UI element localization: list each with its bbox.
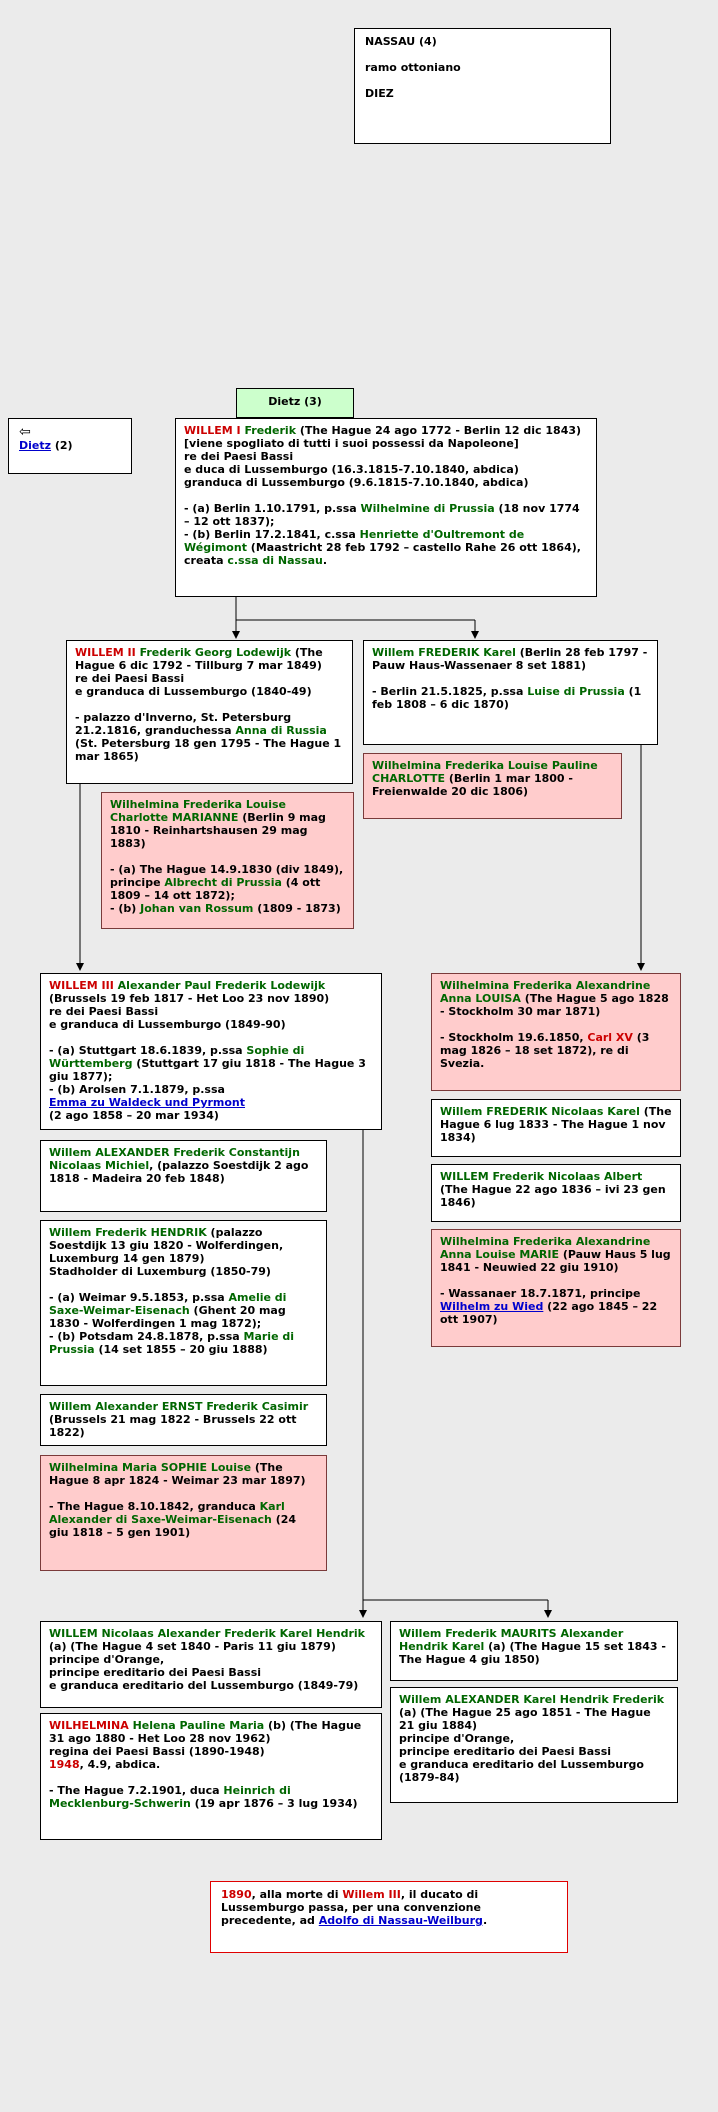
willem-nicolaas-title2: principe ereditario dei Paesi Bassi [49, 1666, 262, 1679]
person-willem-iii [40, 973, 382, 1130]
willem-nicolaas-title1: principe d'Orange, [49, 1653, 165, 1666]
alexander2-title3: e granduca ereditario del Lussemburgo [399, 1758, 644, 1771]
charlotte-dates: (Berlin 1 mar 1800 - Freienwalde 20 dic 1806) [372, 772, 573, 798]
willem1-m2-end: . [322, 554, 328, 567]
willem3-m2-dates: (2 ago 1858 – 20 mar 1934) [49, 1109, 219, 1122]
person-wilhelmina [40, 1713, 382, 1840]
willem2-title1: re dei Paesi Bassi [75, 672, 185, 685]
person-marianne [101, 792, 354, 929]
person-hendrik [40, 1220, 327, 1386]
person-louisa [431, 973, 681, 1091]
person-willem-i [175, 418, 597, 597]
charlotte-name-green: Wilhelmina Frederika Louise Pauline CHARLOTTE [372, 759, 598, 785]
willem1-m2-pre: - (b) Berlin 17.2.1841, c.ssa [184, 528, 360, 541]
frederik-dates: (Berlin 28 feb 1797 - Pauw Haus-Wassenaer 8 set 1881) [372, 646, 648, 672]
footer-note [210, 1881, 568, 1953]
willem3-name-green: Alexander Paul Frederik Lodewijk [113, 979, 326, 992]
maurits2-name-green: Willem Frederik MAURITS Alexander Hendrik Karel [399, 1627, 624, 1653]
willem3-title1: re dei Paesi Bassi [49, 1005, 159, 1018]
sophie-name-green: Wilhelmina Maria SOPHIE Louise [49, 1461, 252, 1474]
header-box [354, 28, 611, 144]
willem-nicolaas-title3-dates: (1849-79) [293, 1679, 359, 1692]
willem1-title1: re dei Paesi Bassi [184, 450, 294, 463]
frederik-m1-pre: - Berlin 21.5.1825, p.ssa [372, 685, 528, 698]
willem1-name-green: Frederik [240, 424, 297, 437]
wilhelmina-dates: (b) (The Hague 31 ago 1880 - Het Loo 28 nov 1962) [49, 1719, 362, 1745]
dietz-label: Dietz (3) [268, 395, 322, 408]
ernst-name-green: Willem Alexander ERNST Frederik Casimir [49, 1400, 309, 1413]
hendrik-m1-pre: - (a) Weimar 9.5.1853, p.ssa [49, 1291, 229, 1304]
hendrik-title1: Stadholder di Luxemburg (1850-79) [49, 1265, 271, 1278]
page-title: NASSAU (4) [365, 35, 437, 48]
willem-nicolaas-dates: (a) (The Hague 4 set 1840 - Paris 11 giu 1879) [49, 1640, 336, 1653]
sophie-dates: (The Hague 8 apr 1824 - Weimar 23 mar 1897) [49, 1461, 306, 1487]
maurits2-dates: (a) (The Hague 15 set 1843 - The Hague 4 giu 1850) [399, 1640, 666, 1666]
footer-name: Willem III [342, 1888, 401, 1901]
marianne-dates: (Berlin 9 mag 1810 - Reinhartshausen 29 mag 1883) [110, 811, 326, 850]
willem1-name-red: WILLEM I [184, 424, 241, 437]
louisa-m1-pre: - Stockholm 19.6.1850, [440, 1031, 588, 1044]
willem3-title2-dates: (1849-90) [221, 1018, 286, 1031]
willem3-m2-pre: - (b) Arolsen 7.1.1879, p.ssa [49, 1083, 225, 1096]
hendrik-name-green: Willem Frederik HENDRIK [49, 1226, 207, 1239]
willem1-m1-spouse: Wilhelmine di Prussia [360, 502, 495, 515]
willem3-name-red: WILLEM III [49, 979, 114, 992]
willem3-m1-spouse: Sophie di Württemberg [49, 1044, 305, 1070]
nav-back-box [8, 418, 132, 474]
person-willem-nicolaas [40, 1621, 382, 1708]
wilhelmina-title1-dates: (1890-1948) [185, 1745, 265, 1758]
marie-m1-pre: - Wassanaer 18.7.1871, principe [440, 1287, 641, 1300]
line-label: DIEZ [365, 87, 394, 100]
person-alexander-2 [390, 1687, 678, 1803]
footer-text1: , alla morte di [251, 1888, 343, 1901]
alexander2-dates: (a) (The Hague 25 ago 1851 - The Hague 21 giu 1884) [399, 1706, 651, 1732]
marianne-m2-dates: (1809 - 1873) [253, 902, 341, 915]
person-marie [431, 1229, 681, 1347]
person-alexander [40, 1140, 327, 1212]
willem-nicolaas-title3: e granduca ereditario del Lussemburgo [49, 1679, 294, 1692]
person-charlotte [363, 753, 622, 819]
maurits1-dates: (The Hague 6 lug 1833 - The Hague 1 nov 1834) [440, 1105, 672, 1144]
louisa-dates: (The Hague 5 ago 1828 - Stockholm 30 mar 1871) [440, 992, 669, 1018]
left-arrow-icon[interactable]: ⇦ [19, 424, 31, 440]
willem2-dates: (The Hague 6 dic 1792 - Tillburg 7 mar 1849) [75, 646, 323, 672]
marianne-m1-pre: - (a) The Hague 14.9.1830 (div 1849), principe [110, 863, 344, 889]
sophie-m1-dates: (24 giu 1818 – 5 gen 1901) [49, 1513, 297, 1539]
person-ernst [40, 1394, 327, 1446]
marianne-m1-spouse: Albrecht di Prussia [164, 876, 282, 889]
marianne-name-green: Wilhelmina Frederika Louise Charlotte MARIANNE [110, 798, 287, 824]
willem1-title2-dates: (16.3.1815-7.10.1840, abdica) [327, 463, 519, 476]
willem1-m2-dates: (Maastricht 28 feb 1792 – castello Rahe 26 ott 1864), creata [184, 541, 581, 567]
wilhelmina-name-red: WILHELMINA [49, 1719, 129, 1732]
wilhelmina-m1-dates: (19 apr 1876 – 3 lug 1934) [190, 1797, 358, 1810]
footer-year: 1890 [221, 1888, 252, 1901]
footer-text2: , il ducato di Lussemburgo passa, per una convenzione precedente, ad [221, 1888, 481, 1927]
marianne-m1-dates: (4 ott 1809 – 14 ott 1872); [110, 876, 321, 902]
nav-back-suffix: (2) [51, 439, 73, 452]
alexander2-title1: principe d'Orange, [399, 1732, 515, 1745]
willem1-note: [viene spogliato di tutti i suoi possessi da Napoleone] [184, 437, 519, 450]
alexander2-title3-dates: (1879-84) [399, 1771, 460, 1784]
alexander1-name-green: Willem ALEXANDER Frederik Constantijn Nicolaas Michiel [49, 1146, 300, 1172]
willem1-m1-dates: (18 nov 1774 – 12 ott 1837); [184, 502, 580, 528]
louisa-m1-dates: (3 mag 1826 – 18 set 1872), re di Svezia. [440, 1031, 650, 1070]
albert-dates: (The Hague 22 ago 1836 – ivi 23 gen 1846) [440, 1183, 666, 1209]
alexander1-dates: , (palazzo Soestdijk 2 ago 1818 - Madeira 20 feb 1848) [49, 1159, 309, 1185]
willem2-m1-pre: - palazzo d'Inverno, St. Petersburg 21.2.1816, granduchessa [75, 711, 292, 737]
albert-name-green: WILLEM Frederik Nicolaas Albert [440, 1170, 643, 1183]
willem3-title2: e granduca di Lussemburgo [49, 1018, 222, 1031]
sophie-m1-pre: - The Hague 8.10.1842, granduca [49, 1500, 260, 1513]
hendrik-m1-spouse: Amelie di Saxe-Weimar-Eisenach [49, 1291, 287, 1317]
willem2-title2-dates: (1840-49) [247, 685, 312, 698]
wilhelm-zu-wied-link[interactable]: Wilhelm zu Wied [440, 1300, 544, 1313]
marianne-m2-pre: - (b) [110, 902, 141, 915]
maurits1-name-green: Willem FREDERIK Nicolaas Karel [440, 1105, 640, 1118]
willem3-dates: (Brussels 19 feb 1817 - Het Loo 23 nov 1890) [49, 992, 330, 1005]
marie-dates: (Pauw Haus 5 lug 1841 - Neuwied 22 giu 1910) [440, 1248, 671, 1274]
ernst-dates: (Brussels 21 mag 1822 - Brussels 22 ott 1822) [49, 1413, 297, 1439]
willem1-m2-spouse: Henriette d'Oultremont de Wégimont [184, 528, 525, 554]
willem1-dates: (The Hague 24 ago 1772 - Berlin 12 dic 1843) [296, 424, 582, 437]
footer-end: . [482, 1914, 488, 1927]
person-willem-ii [66, 640, 353, 784]
willem1-title2: e duca di Lussemburgo [184, 463, 328, 476]
wilhelmina-abd-year: 1948 [49, 1758, 80, 1771]
willem3-m1-dates: (Stuttgart 17 giu 1818 - The Hague 3 giu 1877); [49, 1057, 366, 1083]
person-maurits [390, 1621, 678, 1681]
alexander2-name-green: Willem ALEXANDER Karel Hendrik Frederik [399, 1693, 665, 1706]
louisa-m1-spouse: Carl XV [587, 1031, 633, 1044]
hendrik-m2-spouse: Marie di Prussia [49, 1330, 295, 1356]
louisa-name-green: Wilhelmina Frederika Alexandrine Anna LOUISA [440, 979, 651, 1005]
sophie-m1-spouse: Karl Alexander di Saxe-Weimar-Eisenach [49, 1500, 285, 1526]
wilhelmina-abd-text: , 4.9, abdica. [79, 1758, 161, 1771]
dietz-2-link[interactable]: Dietz [19, 439, 52, 452]
person-sophie [40, 1455, 327, 1571]
willem-nicolaas-name-green: WILLEM Nicolaas Alexander Frederik Karel Hendrik [49, 1627, 365, 1640]
willem2-name-red: WILLEM II [75, 646, 136, 659]
marianne-m2-spouse: Johan van Rossum [140, 902, 254, 915]
wilhelmina-m1-pre: - The Hague 7.2.1901, duca [49, 1784, 224, 1797]
dietz-3-label [236, 388, 354, 418]
willem2-title2: e granduca di Lussemburgo [75, 685, 248, 698]
marie-m1-dates: (22 ago 1845 – 22 ott 1907) [440, 1300, 658, 1326]
marie-name-green: Wilhelmina Frederika Alexandrine Anna Louise MARIE [440, 1235, 651, 1261]
willem2-m1-dates: (St. Petersburg 18 gen 1795 - The Hague 1 mar 1865) [75, 737, 342, 763]
adolfo-link[interactable]: Adolfo di Nassau-Weilburg [318, 1914, 483, 1927]
wilhelmina-title1: regina dei Paesi Bassi [49, 1745, 186, 1758]
willem2-name-green: Frederik Georg Lodewijk [135, 646, 292, 659]
person-willem-albert [431, 1164, 681, 1222]
hendrik-m2-dates: (14 set 1855 – 20 giu 1888) [94, 1343, 268, 1356]
willem1-title3: granduca di Lussemburgo [184, 476, 345, 489]
willem1-title3-dates: (9.6.1815-7.10.1840, abdica) [344, 476, 529, 489]
branch-label: ramo ottoniano [365, 61, 461, 74]
hendrik-m1-dates: (Ghent 20 mag 1830 - Wolferdingen 1 mag 1872); [49, 1304, 286, 1330]
frederik-m1-spouse: Luise di Prussia [527, 685, 625, 698]
hendrik-m2-pre: - (b) Potsdam 24.8.1878, p.ssa [49, 1330, 244, 1343]
willem1-m1-pre: - (a) Berlin 1.10.1791, p.ssa [184, 502, 361, 515]
person-frederik [363, 640, 658, 745]
frederik-name-green: Willem FREDERIK Karel [372, 646, 516, 659]
willem1-m2-title: c.ssa di Nassau [227, 554, 323, 567]
frederik-m1-dates: (1 feb 1808 – 6 dic 1870) [372, 685, 642, 711]
alexander2-title2: principe ereditario dei Paesi Bassi [399, 1745, 612, 1758]
wilhelmina-name-green: Helena Pauline Maria [128, 1719, 265, 1732]
willem3-m1-pre: - (a) Stuttgart 18.6.1839, p.ssa [49, 1044, 247, 1057]
emma-waldeck-link[interactable]: Emma zu Waldeck und Pyrmont [49, 1096, 246, 1109]
willem2-m1-spouse: Anna di Russia [235, 724, 327, 737]
wilhelmina-m1-spouse: Heinrich di Mecklenburg-Schwerin [49, 1784, 291, 1810]
person-frederik-nicolaas [431, 1099, 681, 1157]
hendrik-dates: (palazzo Soestdijk 13 giu 1820 - Wolferdingen, Luxemburg 14 gen 1879) [49, 1226, 284, 1265]
